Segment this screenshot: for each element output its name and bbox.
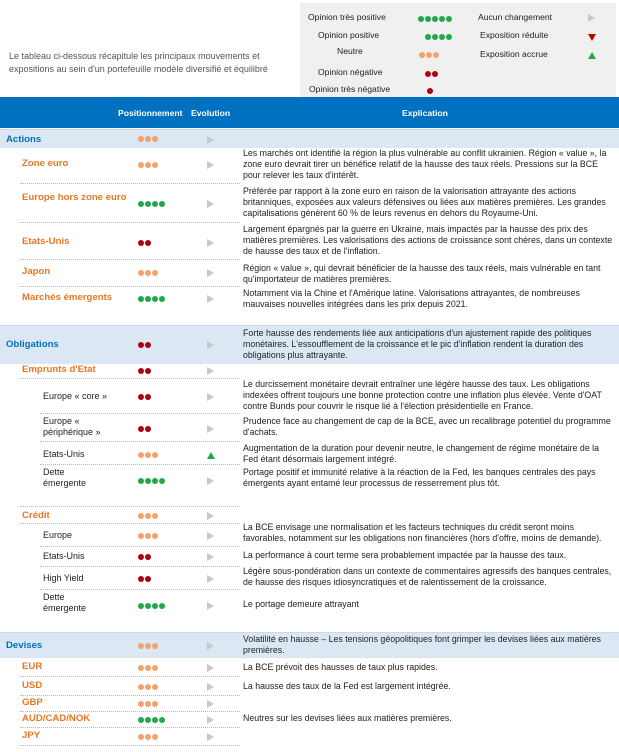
divider (20, 286, 240, 287)
row-label-usd: USD (22, 680, 43, 691)
obl-etats-unis-evolution-icon (207, 450, 215, 460)
legend-negative-dots (425, 68, 439, 78)
eur-evolution-icon (207, 663, 214, 673)
legend-reduced-label: Exposition réduite (480, 30, 549, 40)
devises-positioning (138, 641, 159, 651)
row-label-eur: EUR (22, 661, 43, 672)
section-obligations (0, 325, 619, 364)
divider (20, 506, 240, 507)
legend-positive-dots (425, 31, 453, 41)
divider (20, 259, 240, 260)
europe-peripherique-explanation: Prudence face au changement de cap de la BCE, avec un recalibrage potentiel du programme d'achats. (243, 416, 611, 437)
row-label-obl-dette-emergente: Dette émergente (43, 467, 87, 488)
europe-core-positioning (138, 392, 152, 402)
row-label-credit-europe: Europe (43, 530, 73, 540)
europe-peripherique-positioning (138, 424, 152, 434)
header-explanation: Explication (402, 108, 448, 118)
europe-hors-ze-evolution-icon (207, 199, 214, 209)
divider (40, 566, 240, 567)
legend-box (300, 3, 616, 97)
emprunts-evolution-icon (207, 366, 214, 376)
obl-dette-emergente-positioning (138, 476, 166, 486)
jpy-evolution-icon (207, 732, 214, 742)
legend-neutral-label: Neutre (337, 46, 363, 56)
actions-evolution-icon (207, 135, 214, 145)
row-label-jpy: JPY (22, 730, 41, 741)
europe-hors-ze-explanation: Préférée par rapport à la zone euro en raison de la valorisation attrayante des actions britanniques, exposées aux valeurs défensives ou liées aux matières premières. Les grandes capitalisations génèrent 60 % de leurs revenus en dehors du Royaume-Uni. (243, 186, 606, 218)
row-label-credit: Crédit (22, 510, 50, 521)
row-label-credit-dette-emergente: Dette émergente (43, 592, 87, 613)
usd-positioning (138, 682, 159, 692)
zone-euro-explanation: Les marchés ont identifié la région la plus vulnérable au conflit ukrainien. Région « value », la zone euro devrait tirer un bénéfice relatif de la hausse des taux réels. Pressions sur la BCE pour relever les taux d'intérêt. (243, 148, 607, 180)
zone-euro-positioning (138, 160, 159, 170)
obl-etats-unis-positioning (138, 450, 159, 460)
row-label-etats-unis: Etats-Unis (22, 236, 70, 247)
actions-positioning (138, 134, 159, 144)
credit-etats-unis-positioning (138, 552, 152, 562)
row-label-emprunts-etat: Emprunts d'Etat (22, 364, 96, 375)
credit-dette-emergente-positioning (138, 601, 166, 611)
credit-etats-unis-explanation: La performance à court terme sera probablement impactée par la hausse des taux. (243, 550, 567, 560)
row-label-europe-core: Europe « core » (43, 391, 108, 401)
jpy-positioning (138, 732, 159, 742)
eur-explanation: La BCE prévoit des hausses de taux plus rapides. (243, 662, 438, 672)
usd-evolution-icon (207, 682, 214, 692)
divider (20, 222, 240, 223)
divider (20, 676, 240, 677)
etats-unis-positioning (138, 238, 152, 248)
marches-emergents-positioning (138, 294, 166, 304)
intro-text: Le tableau ci-dessous récapitule les principaux mouvements et expositions au sein d'un portefeuille modèle diversifié et équilibré (9, 51, 268, 74)
europe-core-evolution-icon (207, 392, 214, 402)
divider (40, 464, 240, 465)
section-devises-label: Devises (6, 640, 43, 651)
europe-peripherique-evolution-icon (207, 424, 214, 434)
section-obligations-label: Obligations (6, 339, 59, 350)
legend-no-change-icon (588, 14, 595, 24)
divider (40, 441, 240, 442)
aud-cad-nok-positioning (138, 715, 166, 725)
aud-cad-nok-evolution-icon (207, 715, 214, 725)
obligations-positioning (138, 340, 152, 350)
devises-evolution-icon (207, 641, 214, 651)
zone-euro-evolution-icon (207, 160, 214, 170)
high-yield-explanation: Légère sous-pondération dans un contexte de commentaires agressifs des banques centrales, de hausse des risques idiosyncratiques et de ralentissement de la croissance. (243, 566, 612, 587)
credit-etats-unis-evolution-icon (207, 552, 214, 562)
row-label-marches-emergents: Marchés émergents (22, 292, 113, 303)
row-label-japon: Japon (22, 266, 51, 277)
credit-dette-emergente-explanation: Le portage demeure attrayant (243, 599, 359, 609)
section-devises (0, 632, 619, 658)
legend-very-positive-label: Opinion très positive (308, 12, 386, 22)
obligations-evolution-icon (207, 340, 214, 350)
devises-explanation: Volatilité en hausse – Les tensions géopolitiques font grimper les devises liées aux matières premières. (243, 634, 601, 655)
divider (20, 523, 240, 524)
etats-unis-evolution-icon (207, 238, 214, 248)
gbp-positioning (138, 699, 159, 709)
divider (20, 378, 240, 379)
header-evolution: Evolution (191, 108, 231, 118)
divider (40, 589, 240, 590)
obl-dette-emergente-explanation: Portage positif et immunité relative à la réaction de la Fed, les banques centrales des pays émergents ayant entamé leur processus de resserrement plus tôt. (243, 467, 596, 488)
divider (40, 413, 240, 414)
credit-europe-evolution-icon (207, 531, 214, 541)
aud-cad-nok-explanation: Neutres sur les devises liées aux matières premières. (243, 713, 452, 723)
section-actions (0, 129, 619, 148)
legend-neutral-dots (419, 49, 440, 59)
legend-reduced-icon (588, 33, 596, 43)
emprunts-positioning (138, 366, 152, 376)
row-label-obl-etats-unis: Etats-Unis (43, 449, 85, 459)
legend-increased-label: Exposition accrue (480, 49, 548, 59)
row-label-gbp: GBP (22, 697, 43, 708)
divider (20, 695, 240, 696)
marches-emergents-explanation: Notamment via la Chine et l'Amérique latine. Valorisations attrayantes, de nombreuses mauvaises nouvelles intégrées dans les prix depuis 2021. (243, 288, 580, 309)
header-positioning: Positionnement (118, 108, 183, 118)
credit-evolution-icon (207, 511, 214, 521)
row-label-europe-hors-zone-euro: Europe hors zone euro (22, 192, 127, 203)
credit-europe-explanation: La BCE envisage une normalisation et les facteurs techniques du crédit seront moins favorables, notamment sur les obligations non financières (hors d'offre, moins de demande). (243, 522, 602, 543)
europe-hors-ze-positioning (138, 199, 166, 209)
usd-explanation: La hausse des taux de la Fed est largement intégrée. (243, 681, 451, 691)
credit-europe-positioning (138, 531, 159, 541)
legend-positive-label: Opinion positive (318, 30, 380, 40)
divider (20, 711, 240, 712)
obligations-explanation: Forte hausse des rendements liée aux anticipations d'un ajustement rapide des politiques monétaires. L'essoufflement de la croissance et le pic d'inflation rendent la duration des obligations plus attrayante. (243, 328, 592, 360)
legend-very-positive-dots (418, 13, 453, 23)
legend-very-negative-label: Opinion très négative (309, 84, 391, 94)
section-actions-label: Actions (6, 134, 42, 145)
credit-dette-emergente-evolution-icon (207, 601, 214, 611)
europe-core-explanation: Le durcissement monétaire devrait entraîner une légère hausse des taux. Les obligations indexées offrent toujours une bonne protection contre une inflation plus élevée. Vente d'OAT contre Bunds pour couvrir le risque lié à l'élection présidentielle en France. (243, 379, 602, 411)
etats-unis-explanation: Largement épargnés par la guerre en Ukraine, mais impactés par la hausse des prix des matières premières. Les valorisations des actions de croissance sont chères, dans un contexte de hausse des taux et de l'inflation. (243, 224, 613, 256)
legend-increased-icon (588, 51, 596, 61)
japon-positioning (138, 268, 159, 278)
row-label-aud-cad-nok: AUD/CAD/NOK (22, 713, 91, 724)
table-header (0, 97, 619, 128)
obl-dette-emergente-evolution-icon (207, 476, 214, 486)
legend-very-negative-dots (427, 85, 434, 95)
eur-positioning (138, 663, 159, 673)
credit-positioning (138, 511, 159, 521)
legend-no-change-label: Aucun changement (478, 12, 553, 22)
divider (20, 727, 240, 728)
gbp-evolution-icon (207, 699, 214, 709)
divider (40, 546, 240, 547)
marches-emergents-evolution-icon (207, 294, 214, 304)
japon-explanation: Région « value », qui devrait bénéficier de la hausse des taux réels, mais vulnérable en tant qu'importateur de matières premières. (243, 263, 601, 284)
japon-evolution-icon (207, 268, 214, 278)
high-yield-positioning (138, 574, 152, 584)
high-yield-evolution-icon (207, 574, 214, 584)
row-label-zone-euro: Zone euro (22, 158, 69, 169)
row-label-europe-peripherique: Europe « périphérique » (43, 416, 101, 437)
divider (20, 745, 240, 746)
row-label-credit-etats-unis: Etats-Unis (43, 551, 85, 561)
divider (20, 183, 240, 184)
row-label-high-yield: High Yield (43, 573, 84, 583)
legend-negative-label: Opinion négative (318, 67, 383, 77)
obl-etats-unis-explanation: Augmentation de la duration pour devenir neutre, le changement de régime monétaire de la Fed étant désormais largement intégré. (243, 443, 600, 464)
